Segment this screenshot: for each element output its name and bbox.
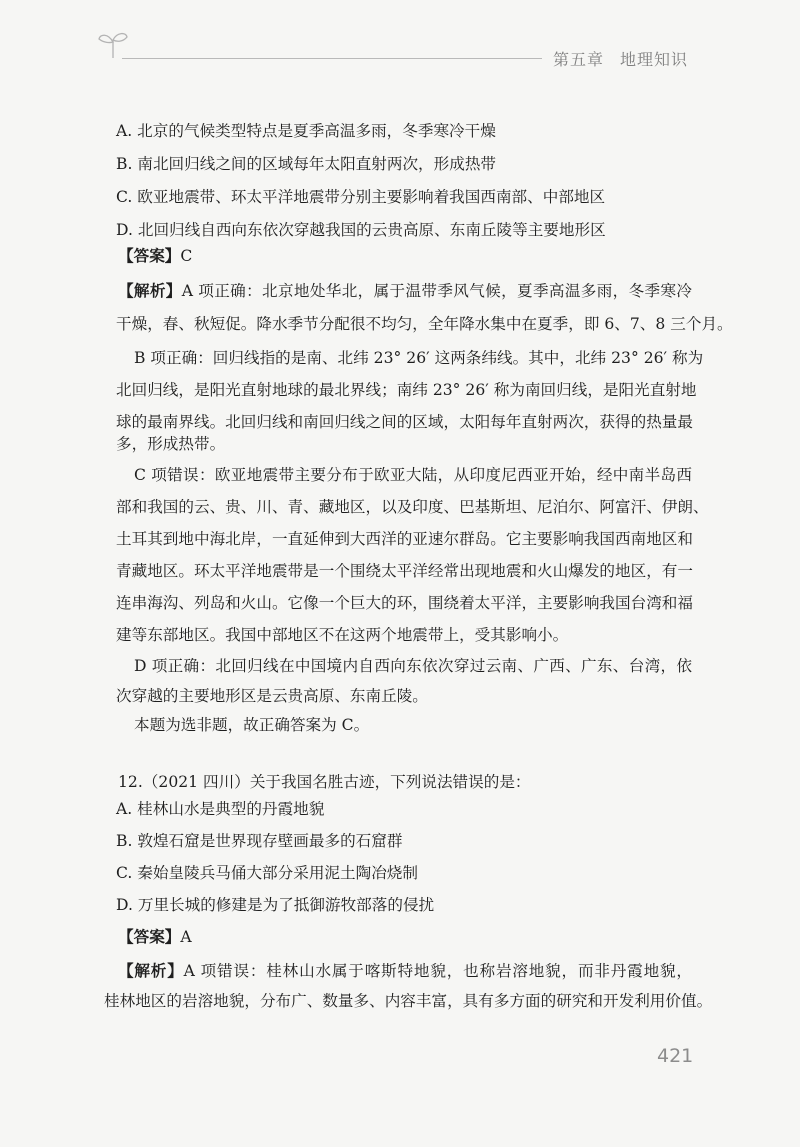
q12-option-c: C. 秦始皇陵兵马俑大部分采用泥土陶冶烧制 [116, 864, 418, 882]
q11-analysis-line: D 项正确：北回归线在中国境内自西向东依次穿过云南、广西、广东、台湾，依 [134, 657, 692, 675]
analysis-tag: 【解析】 [118, 961, 184, 980]
q11-analysis-line: 连串海沟、列岛和火山。它像一个巨大的环，围绕着太平洋，主要影响我国台湾和福 [116, 594, 693, 612]
analysis-tag: 【解析】 [118, 281, 182, 300]
q12-stem: 12.（2021 四川）关于我国名胜古迹，下列说法错误的是： [118, 773, 531, 791]
q11-analysis-line: 干燥，春、秋短促。降水季节分配很不均匀，全年降水集中在夏季，即 6、7、8 三个月。 [116, 315, 733, 333]
q11-option-c: C. 欧亚地震带、环太平洋地震带分别主要影响着我国西南部、中部地区 [116, 188, 606, 206]
q11-analysis-line: 【解析】A 项正确：北京地处华北，属于温带季风气候，夏季高温多雨，冬季寒冷 [118, 281, 692, 300]
q11-analysis-line: 土耳其到地中海北岸，一直延伸到大西洋的亚速尔群岛。它主要影响我国西南地区和 [116, 530, 693, 548]
chapter-label: 第五章 [553, 50, 605, 69]
header-rule [122, 58, 542, 59]
q11-analysis-line: 北回归线，是阳光直射地球的最北界线；南纬 23° 26′ 称为南回归线，是阳光直射地 [116, 381, 697, 399]
q11-option-b: B. 南北回归线之间的区域每年太阳直射两次，形成热带 [116, 155, 497, 173]
answer-tag: 【答案】 [118, 246, 181, 265]
q12-analysis-line: 【解析】A 项错误：桂林山水属于喀斯特地貌，也称岩溶地貌，而非丹霞地貌， [118, 961, 692, 980]
q11-analysis-line: 球的最南界线。北回归线和南回归线之间的区域，太阳每年直射两次，获得的热量最 [116, 413, 693, 431]
q11-analysis-line: 建等东部地区。我国中部地区不在这两个地震带上，受其影响小。 [116, 626, 569, 644]
answer-tag: 【答案】 [118, 927, 181, 946]
page-number: 421 [657, 1045, 694, 1067]
q11-option-a: A. 北京的气候类型特点是夏季高温多雨，冬季寒冷干燥 [116, 122, 496, 140]
q11-analysis-line: 青藏地区。环太平洋地震带是一个围绕太平洋经常出现地震和火山爆发的地区，有一 [116, 562, 693, 580]
q11-analysis-line: 次穿越的主要地形区是云贵高原、东南丘陵。 [116, 687, 428, 705]
sprout-icon [96, 30, 130, 60]
q12-analysis-line: 桂林地区的岩溶地貌，分布广、数量多、内容丰富，具有多方面的研究和开发利用价值。 [104, 992, 713, 1010]
q11-analysis-line: C 项错误：欧亚地震带主要分布于欧亚大陆，从印度尼西亚开始，经中南半岛西 [134, 466, 692, 484]
q11-option-d: D. 北回归线自西向东依次穿越我国的云贵高原、东南丘陵等主要地形区 [116, 221, 606, 239]
q12-option-d: D. 万里长城的修建是为了抵御游牧部落的侵扰 [116, 896, 435, 914]
q11-analysis-line: 多，形成热带。 [116, 435, 226, 453]
q11-analysis-line: 部和我国的云、贵、川、青、藏地区，以及印度、巴基斯坦、尼泊尔、阿富汗、伊朗、 [116, 498, 709, 516]
q12-option-a: A. 桂林山水是典型的丹霞地貌 [116, 800, 325, 818]
q11-analysis-line: B 项正确：回归线指的是南、北纬 23° 26′ 这两条纬线。其中，北纬 23° 26′ 称为 [134, 349, 704, 367]
chapter-title: 地理知识 [620, 50, 689, 69]
q12-option-b: B. 敦煌石窟是世界现存壁画最多的石窟群 [116, 832, 403, 850]
q12-answer [118, 927, 192, 947]
answer-value: A [180, 928, 192, 946]
q11-answer [118, 246, 192, 266]
running-header [553, 47, 704, 70]
q11-conclusion: 本题为选非题，故正确答案为 C。 [134, 716, 370, 734]
answer-value: C [180, 247, 193, 265]
